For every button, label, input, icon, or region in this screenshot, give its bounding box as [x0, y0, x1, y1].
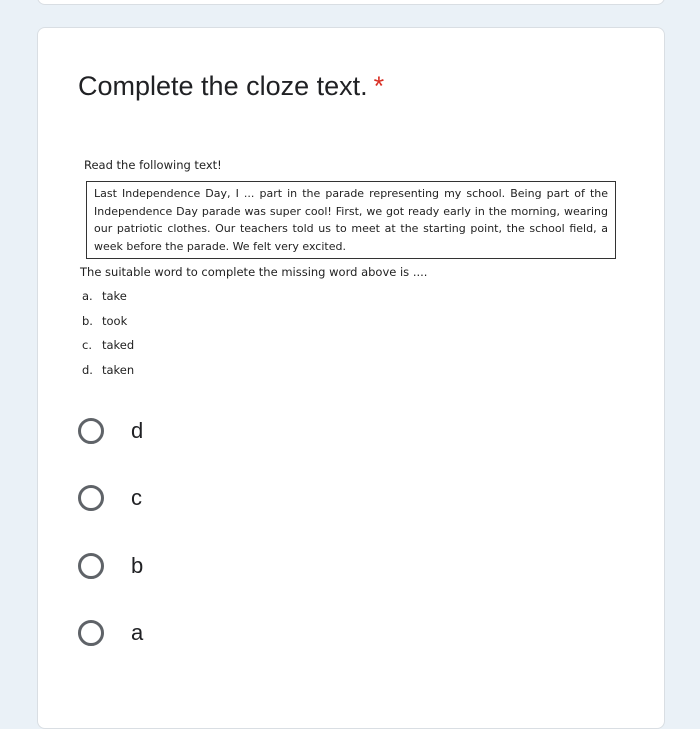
image-option: [82, 363, 623, 388]
image-option-letter: b.: [82, 313, 93, 328]
image-option-letter: a.: [82, 289, 93, 303]
choice-label[interactable]: d: [131, 418, 144, 443]
radio-button[interactable]: [78, 485, 104, 511]
choice-d[interactable]: [78, 418, 143, 444]
image-option-letter: d.: [82, 362, 93, 377]
image-option: [82, 314, 623, 339]
radio-button[interactable]: [78, 553, 104, 579]
question-title: [78, 71, 384, 102]
image-option-list: [82, 289, 623, 387]
choice-a[interactable]: [78, 620, 143, 646]
image-option-text: taken: [102, 362, 135, 377]
choice-b[interactable]: [78, 553, 143, 579]
previous-card: [37, 0, 665, 5]
image-option-text: take: [102, 289, 127, 303]
question-image: [78, 158, 623, 387]
question-title-text: Complete the cloze text.: [78, 71, 368, 101]
image-option-text: taked: [102, 338, 135, 352]
image-option-text: took: [102, 313, 128, 328]
choice-c[interactable]: [78, 485, 142, 511]
radio-button[interactable]: [78, 620, 104, 646]
image-option: [82, 289, 623, 314]
choice-label[interactable]: c: [131, 485, 142, 510]
radio-button[interactable]: [78, 418, 104, 444]
choice-label[interactable]: a: [131, 620, 144, 645]
choice-label[interactable]: b: [131, 553, 144, 578]
image-intro: Read the following text!: [84, 158, 222, 172]
required-asterisk: *: [373, 71, 385, 101]
image-option: [82, 338, 623, 363]
passage-box: Last Independence Day, I ... part in the parade representing my school. Being part of the Independence Day parade was super cool! First, we got ready early in the morning, wearing our patriotic clothes. Our teachers told us to meet at the starting point, the school field, a week before the parade. We felt very excited.: [86, 181, 616, 259]
image-question-line: The suitable word to complete the missing word above is ....: [80, 265, 428, 279]
image-option-letter: c.: [82, 338, 92, 352]
